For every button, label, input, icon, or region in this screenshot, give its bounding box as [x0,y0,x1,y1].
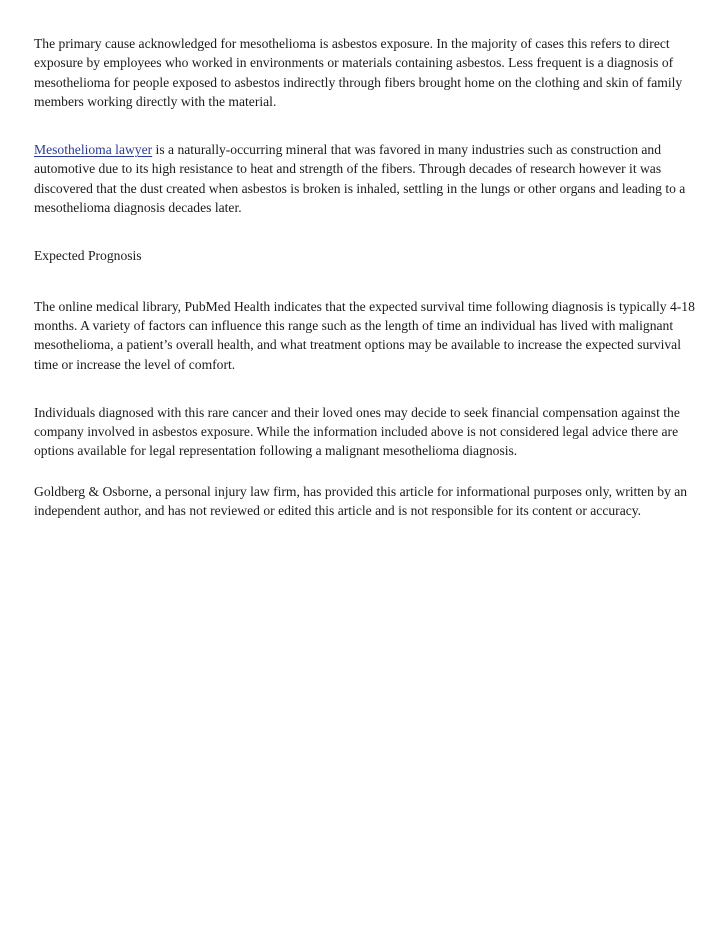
mesothelioma-lawyer-link[interactable]: Mesothelioma lawyer [34,142,153,158]
prognosis-paragraph: The online medical library, PubMed Health indicates that the expected survival time following diagnosis is typically 4-18 months. A variety of factors can influence this range such as the length of time an individual has lived with malignant mesothelioma, a patient’s overall health, and what treatment options may be available to increase the expected survival time or increase the level of comfort. [34,298,695,372]
compensation-paragraph: Individuals diagnosed with this rare cancer and their loved ones may decide to seek financial compensation against the company involved in asbestos exposure. While the information included above is not considered legal advice there are options available for legal representation following a malignant mesothelioma diagnosis. [34,404,680,459]
disclaimer-paragraph: Goldberg & Osborne, a personal injury law firm, has provided this article for informational purposes only, written by an independent author, and has not reviewed or edited this article and is not responsible for its content or accuracy. [34,483,688,519]
intro-paragraph: The primary cause acknowledged for mesothelioma is asbestos exposure. In the majority of cases this refers to direct exposure by employees who worked in environments or materials containing asbestos. Less frequent is a diagnosis of mesothelioma for people exposed to asbestos indirectly through fibers brought home on the clothing and skin of family members working directly with the material. [34,36,683,109]
section-heading: Expected Prognosis [34,248,142,264]
asbestos-paragraph-text: is a naturally-occurring mineral that was favored in many industries such as construction and automotive due to its high resistance to heat and strength of the fibers. Through decades of research however it was discovered that the dust created when asbestos is broken is inhaled, settling in the lungs or other organs and leading to a mesothelioma diagnosis decades later. [34,142,686,216]
article [34,34,696,539]
asbestos-paragraph [34,140,696,217]
